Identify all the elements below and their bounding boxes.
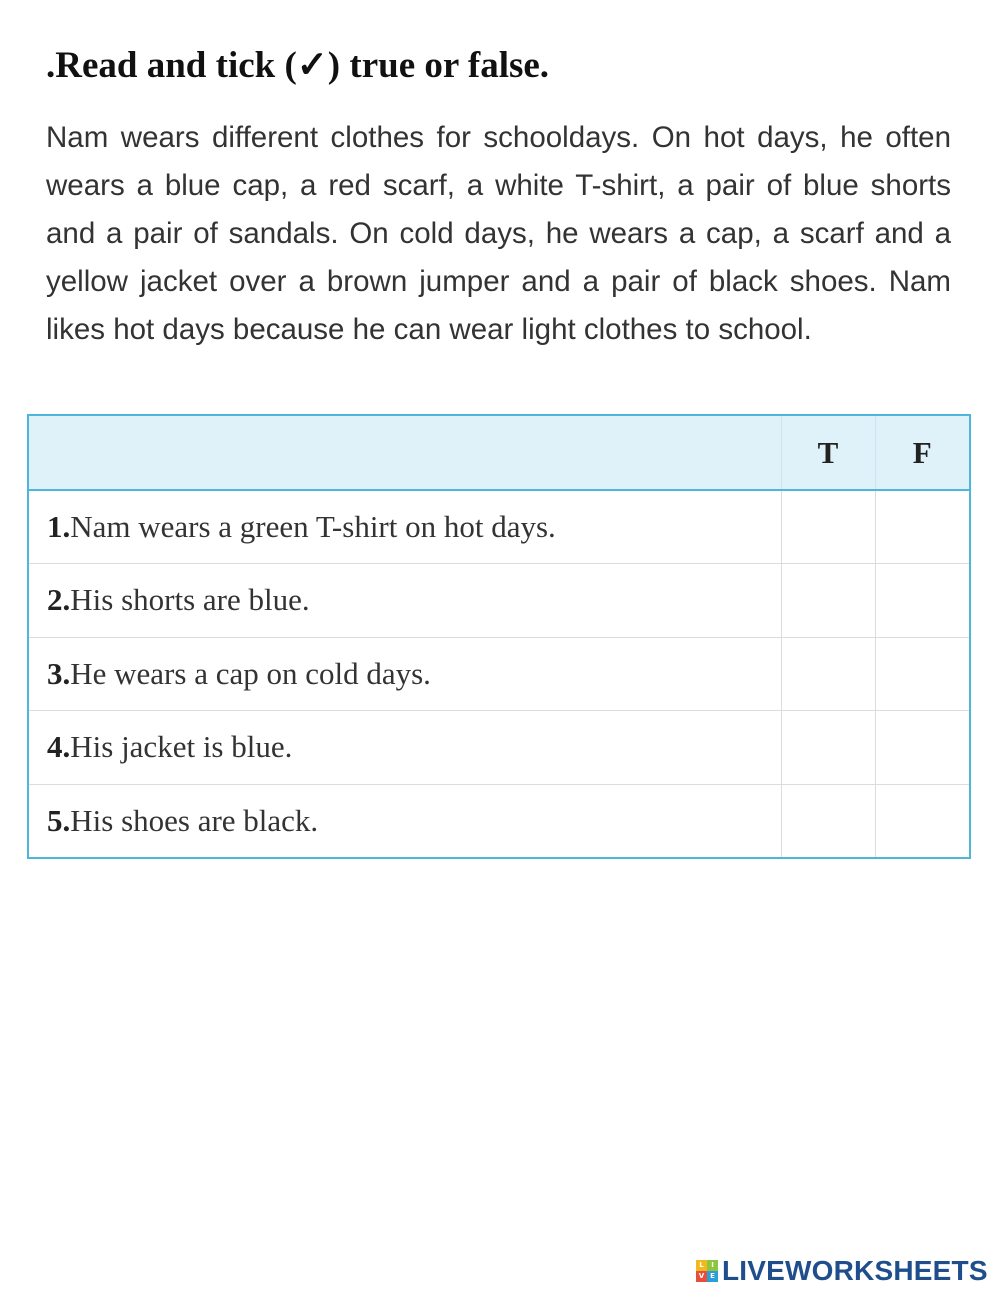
table-row — [28, 711, 970, 785]
statement-5 — [28, 784, 781, 858]
statement-number: 4. — [47, 729, 71, 765]
table-header-row — [28, 415, 970, 490]
header-false: F — [875, 415, 970, 490]
statement-2 — [28, 564, 781, 638]
tick-true-5[interactable] — [781, 784, 875, 858]
liveworksheets-logo — [696, 1256, 988, 1286]
table-row — [28, 637, 970, 711]
statement-number: 5. — [47, 802, 71, 838]
statement-number: 2. — [47, 582, 71, 618]
statement-number: 1. — [47, 509, 71, 544]
tick-true-4[interactable] — [781, 711, 875, 785]
statement-4 — [28, 711, 781, 785]
statement-text: His jacket is blue. — [70, 729, 293, 765]
statement-number: 3. — [47, 655, 71, 691]
tick-true-2[interactable] — [781, 564, 875, 638]
statement-text: He wears a cap on cold days. — [70, 655, 431, 691]
worksheet-title: .Read and tick (✓) true or false. — [46, 45, 550, 86]
statement-3 — [28, 637, 781, 711]
statement-text: Nam wears a green T-shirt on hot days. — [70, 509, 556, 544]
table-row — [28, 784, 970, 858]
true-false-table — [27, 414, 971, 859]
tick-false-5[interactable] — [875, 784, 970, 858]
tick-false-1[interactable] — [875, 490, 970, 564]
tick-false-2[interactable] — [875, 564, 970, 638]
statement-text: His shorts are blue. — [70, 582, 310, 618]
tick-true-1[interactable] — [781, 490, 875, 564]
reading-passage: Nam wears different clothes for schooldays. On hot days, he often wears a blue cap, a red scarf, a white T-shirt, a pair of blue shorts and a pair of sandals. On cold days, he wears a cap, a scarf and a yellow jacket over a brown jumper and a pair of black shoes. Nam likes hot days because he can wear light clothes to school. — [46, 121, 951, 346]
header-statement — [28, 415, 781, 490]
liveworksheets-logo-icon: L I V E — [696, 1260, 718, 1282]
table-row — [28, 490, 970, 564]
table-row — [28, 564, 970, 638]
tick-true-3[interactable] — [781, 637, 875, 711]
tick-false-3[interactable] — [875, 637, 970, 711]
logo-text: LIVEWORKSHEETS — [722, 1255, 988, 1286]
statement-text: His shoes are black. — [70, 802, 319, 838]
statement-1 — [28, 490, 781, 564]
header-true: T — [781, 415, 875, 490]
tick-false-4[interactable] — [875, 711, 970, 785]
